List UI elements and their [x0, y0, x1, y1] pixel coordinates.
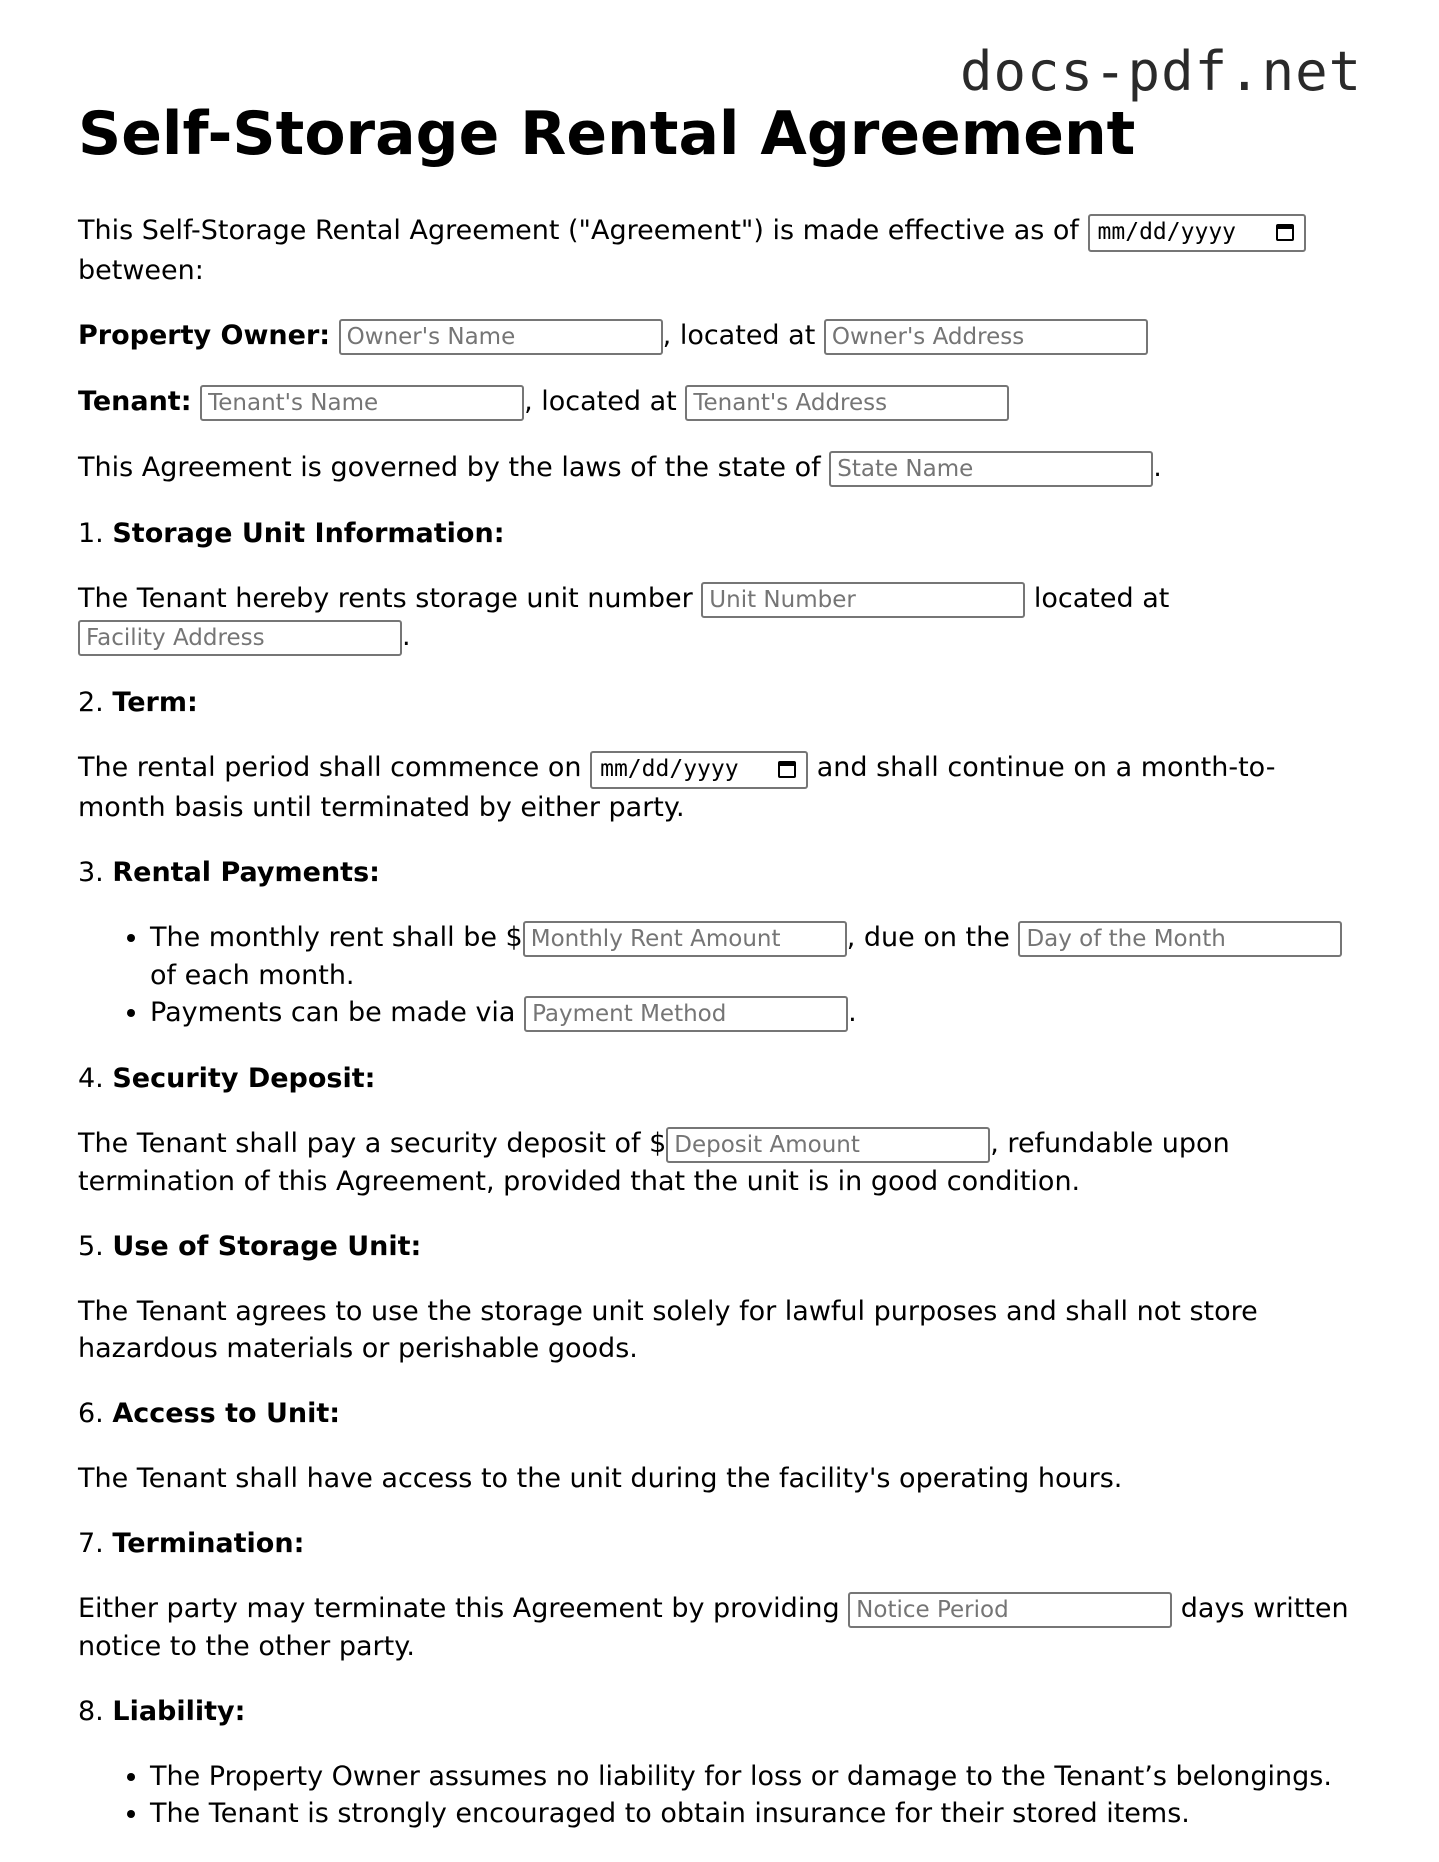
section-3-number: 3. [78, 857, 104, 888]
section-5-number: 5. [78, 1231, 104, 1262]
section-6-body: The Tenant shall have access to the unit during the facility's operating hours. [78, 1463, 1123, 1494]
section-6-title: Access to Unit: [112, 1398, 341, 1429]
commence-date-placeholder: mm/dd/yyyy [600, 756, 739, 782]
s7-after: days written notice to the other party. [78, 1593, 1349, 1662]
effective-date-placeholder: mm/dd/yyyy [1097, 219, 1237, 245]
owner-line [78, 317, 1358, 355]
section-2-heading [78, 684, 1358, 721]
governing-end: . [1153, 452, 1162, 483]
commence-date-input[interactable] [590, 751, 808, 789]
intro-between: between: [78, 255, 204, 286]
s7-text: Either party may terminate this Agreement by providing [78, 1593, 840, 1624]
section-6-number: 6. [78, 1398, 104, 1429]
section-5-title: Use of Storage Unit: [112, 1231, 422, 1262]
s1-end: . [402, 621, 411, 652]
state-name-input[interactable] [829, 451, 1153, 487]
tenant-address-input[interactable] [685, 385, 1009, 421]
unit-number-input[interactable] [701, 582, 1025, 618]
s2-after: and shall continue on a month-to-month basis until terminated by either party. [78, 752, 1276, 823]
calendar-icon[interactable] [778, 761, 796, 778]
governing-text: This Agreement is governed by the laws of the state of [78, 452, 821, 483]
tenant-line [78, 383, 1358, 421]
governing-law-line [78, 449, 1358, 487]
section-5-body: The Tenant agrees to use the storage unit solely for lawful purposes and shall not store hazardous materials or perishable goods. [78, 1296, 1258, 1364]
intro-text: This Self-Storage Rental Agreement ("Agreement") is made effective as of [78, 215, 1079, 246]
section-1-title: Storage Unit Information: [112, 518, 505, 549]
section-8-heading [78, 1693, 1358, 1730]
notice-period-input[interactable] [848, 1592, 1172, 1628]
section-4-body [78, 1125, 1358, 1200]
rent-text: The monthly rent shall be $ [150, 922, 523, 953]
due-on-text: , due on the [846, 922, 1010, 953]
document [78, 94, 1358, 1860]
section-6-heading [78, 1395, 1358, 1432]
section-7-body [78, 1590, 1358, 1665]
list-item [150, 919, 1358, 994]
section-4-title: Security Deposit: [112, 1063, 376, 1094]
watermark: docs-pdf.net [960, 40, 1363, 103]
rental-payments-list [78, 919, 1358, 1032]
s1-located-at: located at [1033, 583, 1170, 614]
tenant-label: Tenant: [78, 386, 192, 417]
s4-after: , refundable upon termination of this Agreement, provided that the unit is in good condition. [78, 1128, 1230, 1197]
s4-text: The Tenant shall pay a security deposit of $ [78, 1128, 667, 1159]
owner-located-at: , located at [662, 320, 816, 351]
section-7-heading [78, 1525, 1358, 1562]
section-4-number: 4. [78, 1063, 104, 1094]
section-2-title: Term: [112, 687, 198, 718]
section-8-title: Liability: [112, 1696, 246, 1727]
page-title: Self-Storage Rental Agreement [78, 99, 1136, 169]
section-1-number: 1. [78, 518, 104, 549]
section-7-title: Termination: [112, 1528, 305, 1559]
owner-label: Property Owner: [78, 320, 331, 351]
section-3-heading [78, 854, 1358, 891]
monthly-rent-input[interactable] [523, 921, 847, 957]
list-item: • The Property Owner assumes no liability for loss or damage to the Tenant’s belongings. [150, 1758, 1358, 1795]
section-8-number: 8. [78, 1696, 104, 1727]
deposit-amount-input[interactable] [666, 1127, 990, 1163]
section-2-body [78, 749, 1358, 826]
owner-name-input[interactable] [339, 319, 663, 355]
intro-paragraph [78, 212, 1358, 289]
day-of-month-input[interactable] [1018, 921, 1342, 957]
payments-end: . [848, 997, 857, 1028]
list-item: • The Tenant is strongly encouraged to obtain insurance for their stored items. [150, 1795, 1358, 1832]
tenant-name-input[interactable] [200, 385, 524, 421]
payments-text: Payments can be made via [150, 997, 516, 1028]
section-2-number: 2. [78, 687, 104, 718]
owner-address-input[interactable] [824, 319, 1148, 355]
section-3-title: Rental Payments: [112, 857, 380, 888]
section-1-heading [78, 515, 1358, 552]
section-5-heading [78, 1228, 1358, 1265]
calendar-icon[interactable] [1276, 224, 1294, 241]
s1-text: The Tenant hereby rents storage unit number [78, 583, 693, 614]
facility-address-input[interactable] [78, 620, 402, 656]
section-4-heading [78, 1060, 1358, 1097]
section-7-number: 7. [78, 1528, 104, 1559]
each-month-text: of each month. [150, 960, 355, 991]
payment-method-input[interactable] [524, 996, 848, 1032]
list-item [150, 994, 1358, 1032]
s2-text: The rental period shall commence on [78, 752, 582, 783]
section-1-body [78, 580, 1358, 656]
liability-list [78, 1758, 1358, 1832]
tenant-located-at: , located at [524, 386, 677, 417]
effective-date-input[interactable] [1088, 214, 1306, 252]
